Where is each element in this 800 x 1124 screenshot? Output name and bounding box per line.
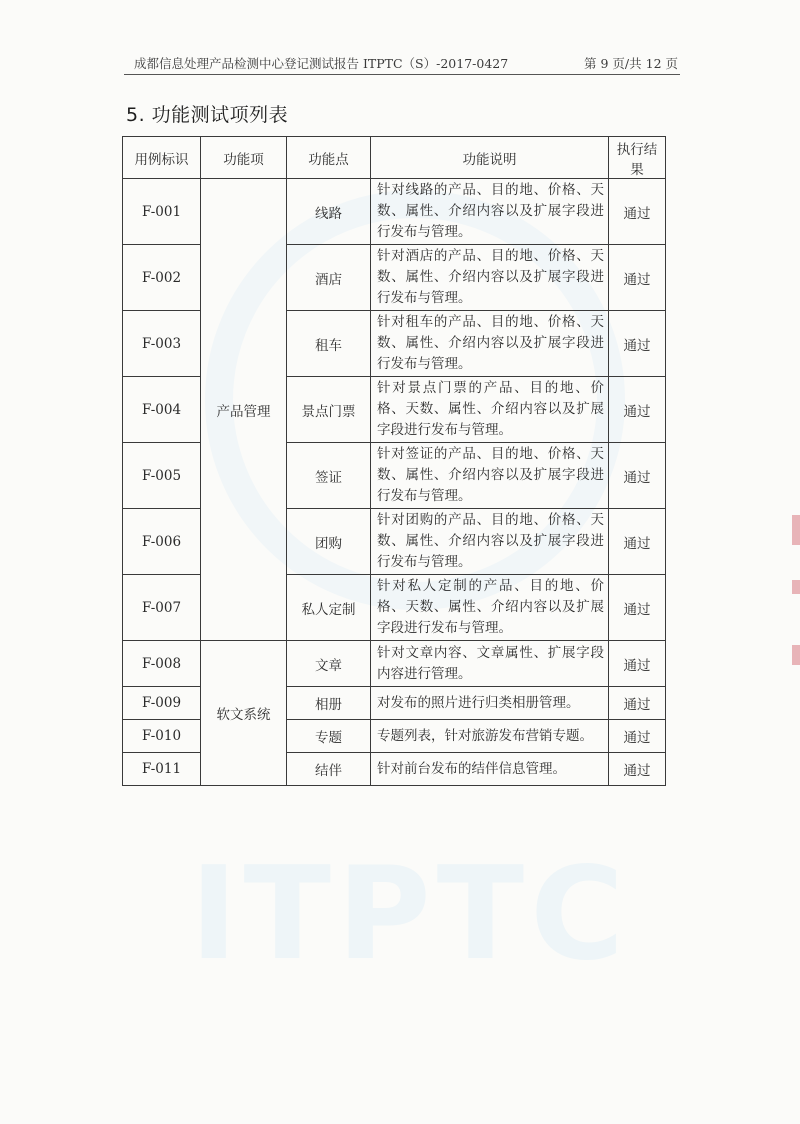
result: 通过 <box>609 687 666 720</box>
function-test-table <box>122 136 666 786</box>
column-header-desc: 功能说明 <box>371 137 609 179</box>
function-desc: 针对私人定制的产品、目的地、价格、天数、属性、介绍内容以及扩展字段进行发布与管理。 <box>371 575 609 641</box>
stamp-edge-mark <box>792 645 800 665</box>
function-point: 签证 <box>287 443 371 509</box>
watermark-text: ITPTC <box>190 840 630 989</box>
case-id: F-008 <box>123 641 201 687</box>
function-desc: 专题列表，针对旅游发布营销专题。 <box>371 720 609 753</box>
result: 通过 <box>609 443 666 509</box>
function-point: 景点门票 <box>287 377 371 443</box>
function-group: 软文系统 <box>201 641 287 786</box>
case-id: F-011 <box>123 753 201 786</box>
case-id: F-001 <box>123 179 201 245</box>
case-id: F-009 <box>123 687 201 720</box>
section-title: 5. 功能测试项列表 <box>126 104 289 126</box>
column-header-item: 功能项 <box>201 137 287 179</box>
function-point: 结伴 <box>287 753 371 786</box>
result: 通过 <box>609 753 666 786</box>
function-desc: 针对前台发布的结伴信息管理。 <box>371 753 609 786</box>
function-point: 专题 <box>287 720 371 753</box>
column-header-point: 功能点 <box>287 137 371 179</box>
case-id: F-002 <box>123 245 201 311</box>
table-row <box>123 179 666 245</box>
function-point: 相册 <box>287 687 371 720</box>
page-header <box>124 52 680 75</box>
case-id: F-010 <box>123 720 201 753</box>
result: 通过 <box>609 720 666 753</box>
report-title: 成都信息处理产品检测中心登记测试报告 ITPTC（S）-2017-0427 <box>134 56 509 71</box>
result: 通过 <box>609 575 666 641</box>
result: 通过 <box>609 311 666 377</box>
result: 通过 <box>609 377 666 443</box>
function-point: 租车 <box>287 311 371 377</box>
function-group: 产品管理 <box>201 179 287 641</box>
case-id: F-004 <box>123 377 201 443</box>
function-point: 酒店 <box>287 245 371 311</box>
page-number: 第 9 页/共 12 页 <box>584 56 678 71</box>
column-header-result: 执行结果 <box>609 137 666 179</box>
function-desc: 针对租车的产品、目的地、价格、天数、属性、介绍内容以及扩展字段进行发布与管理。 <box>371 311 609 377</box>
column-header-id: 用例标识 <box>123 137 201 179</box>
result: 通过 <box>609 509 666 575</box>
case-id: F-006 <box>123 509 201 575</box>
result: 通过 <box>609 245 666 311</box>
table-row <box>123 641 666 687</box>
function-desc: 对发布的照片进行归类相册管理。 <box>371 687 609 720</box>
function-point: 线路 <box>287 179 371 245</box>
function-desc: 针对线路的产品、目的地、价格、天数、属性、介绍内容以及扩展字段进行发布与管理。 <box>371 179 609 245</box>
result: 通过 <box>609 179 666 245</box>
table-header-row <box>123 137 666 179</box>
function-desc: 针对酒店的产品、目的地、价格、天数、属性、介绍内容以及扩展字段进行发布与管理。 <box>371 245 609 311</box>
function-desc: 针对景点门票的产品、目的地、价格、天数、属性、介绍内容以及扩展字段进行发布与管理。 <box>371 377 609 443</box>
function-point: 文章 <box>287 641 371 687</box>
case-id: F-005 <box>123 443 201 509</box>
function-point: 团购 <box>287 509 371 575</box>
result: 通过 <box>609 641 666 687</box>
stamp-edge-mark <box>792 515 800 545</box>
function-desc: 针对团购的产品、目的地、价格、天数、属性、介绍内容以及扩展字段进行发布与管理。 <box>371 509 609 575</box>
stamp-edge-mark <box>792 580 800 594</box>
function-point: 私人定制 <box>287 575 371 641</box>
function-desc: 针对文章内容、文章属性、扩展字段内容进行管理。 <box>371 641 609 687</box>
function-desc: 针对签证的产品、目的地、价格、天数、属性、介绍内容以及扩展字段进行发布与管理。 <box>371 443 609 509</box>
case-id: F-007 <box>123 575 201 641</box>
case-id: F-003 <box>123 311 201 377</box>
